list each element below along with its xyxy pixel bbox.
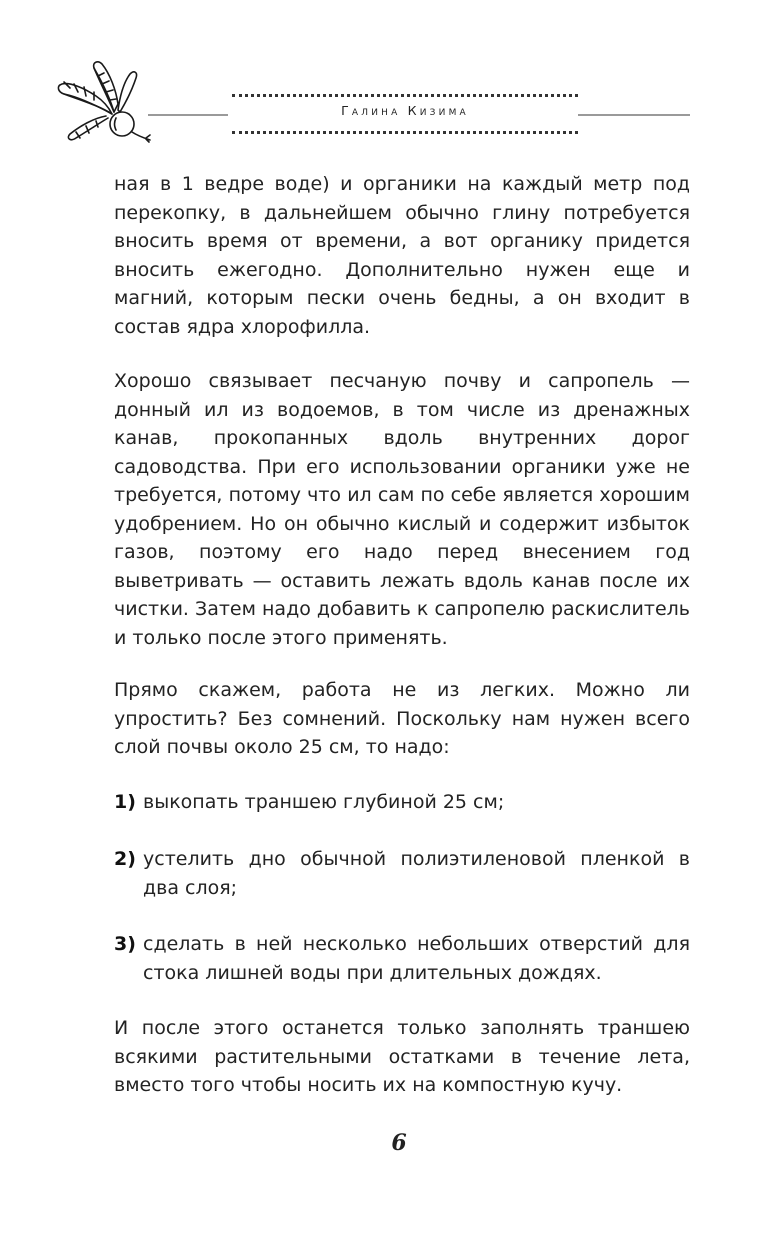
- list-number: 3): [114, 933, 136, 955]
- header-rule-right: [578, 114, 690, 116]
- page-number: 6: [391, 1130, 407, 1156]
- list-text: сделать в ней несколько небольших отверстий для стока лишней воды при длительных дождях.: [143, 933, 690, 984]
- radish-icon: [50, 56, 160, 146]
- list-item: [114, 788, 690, 817]
- paragraph-3: Прямо скажем, работа не из легких. Можно ли упростить? Без сомнений. Поскольку нам нужен всего слой почвы около 25 см, то надо:: [114, 679, 690, 758]
- paragraph-1: ная в 1 ведре воде) и органики на каждый метр под перекопку, в дальнейшем обычно глину потребуется вносить время от времени, а вот органику придется вносить ежегодно. Дополнительно нужен еще и магний, которым пески очень бедны, а он входит в состав ядра хлорофилла.: [114, 173, 690, 338]
- list-item: [114, 930, 690, 987]
- header-dotted-rule-top: [232, 94, 578, 97]
- list-text: устелить дно обычной полиэтиленовой пленкой в два слоя;: [143, 848, 690, 899]
- header-rule-left: [148, 114, 228, 116]
- list-item: [114, 845, 690, 902]
- list-number: 1): [114, 791, 136, 813]
- header-dotted-rule-bottom: [232, 131, 578, 134]
- author-name: Галина Кизима: [341, 103, 469, 118]
- list-number: 2): [114, 848, 136, 870]
- running-header: [0, 48, 768, 148]
- list-text: выкопать траншею глубиной 25 см;: [143, 791, 505, 813]
- paragraph-4: И после этого останется только заполнять траншею всякими растительными остатками в течение лета, вместо того чтобы носить их на компостную кучу.: [114, 1017, 690, 1096]
- paragraph-2: Хорошо связывает песчаную почву и сапропель — донный ил из водоемов, в том числе из дренажных канав, прокопанных вдоль внутренних дорог садоводства. При его использовании органики уже не требуется, потому что ил сам по себе является хорошим удобрением. Но он обычно кислый и содержит избыток газов, поэтому его надо перед внесением год выветривать — оставить лежать вдоль канав после их чистки. Затем надо добавить к сапропелю раскислитель и только после этого применять.: [114, 370, 690, 649]
